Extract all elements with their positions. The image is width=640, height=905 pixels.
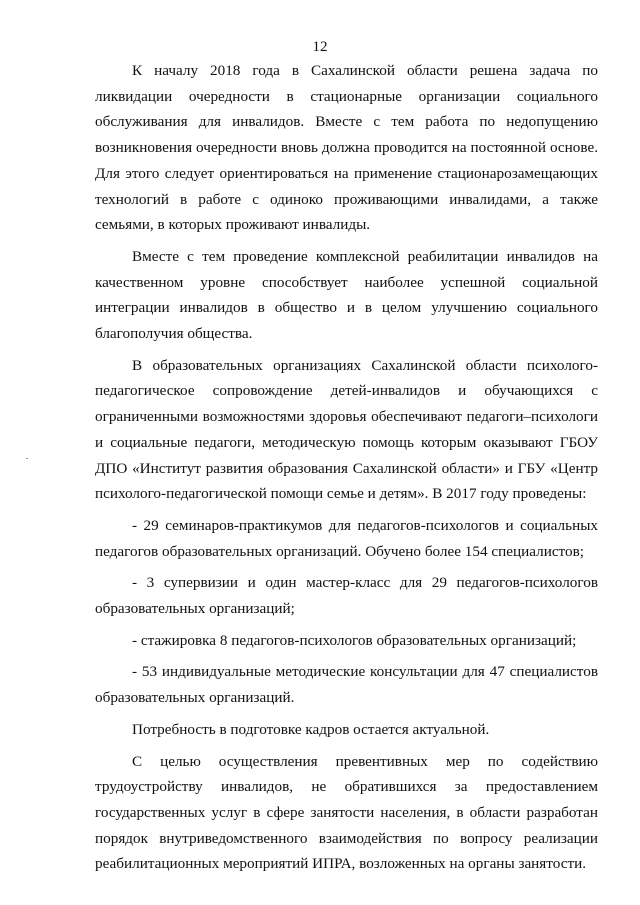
paragraph-staff-training: Потребность в подготовке кадров остается актуальной.: [132, 720, 490, 738]
list-item-seminars: - 29 семинаров-практикумов для педагогов-психологов и социальных педагогов образовательных организаций. Обучено более 154 специалистов;: [95, 516, 598, 560]
scan-artifact: [26, 458, 28, 459]
paragraph-education-support: В образовательных организациях Сахалинской области психолого-педагогическое сопровождение детей-инвалидов и обучающихся с ограниченными возможностями здоровья обеспечивают педагоги–психологи и социальные педагоги, методическую помощь которым оказывают ГБОУ ДПО «Институт развития образования Сахалинской области» и ГБУ «Центр психолого-педагогической помощи семье и детям». В 2017 году проведены:: [95, 356, 598, 503]
list-item-consultations: - 53 индивидуальные методические консультации для 47 специалистов образовательных организаций.: [95, 663, 598, 707]
document-body: [95, 58, 598, 883]
paragraph-queue-elimination: К началу 2018 года в Сахалинской области решена задача по ликвидации очередности в стационарные организации социального обслуживания для инвалидов. Вместе с тем работа по недопущению возникновения очередности вновь должна проводится на постоянной основе. Для этого следует ориентироваться на применение стационарозамещающих технологий в работе с одиноко проживающими инвалидами, а также семьями, в которых проживают инвалиды.: [95, 62, 598, 234]
paragraph-employment: С целью осуществления превентивных мер по содействию трудоустройству инвалидов, не обратившихся за предоставлением государственных услуг в сфере занятости населения, в области разработан порядок внутриведомственного взаимодействия по вопросу реализации реабилитационных мероприятий ИПРА, возложенных на органы занятости.: [95, 752, 598, 873]
paragraph-rehabilitation: Вместе с тем проведение комплексной реабилитации инвалидов на качественном уровне способствует наиболее успешной социальной интеграции инвалидов в общество и в целом улучшению социального благополучия общества.: [95, 247, 598, 343]
list-item-internship: - стажировка 8 педагогов-психологов образовательных организаций;: [132, 631, 577, 649]
list-item-supervisions: - 3 супервизии и один мастер-класс для 29 педагогов-психологов образовательных организаций;: [95, 574, 598, 618]
page-number: 12: [312, 39, 328, 55]
